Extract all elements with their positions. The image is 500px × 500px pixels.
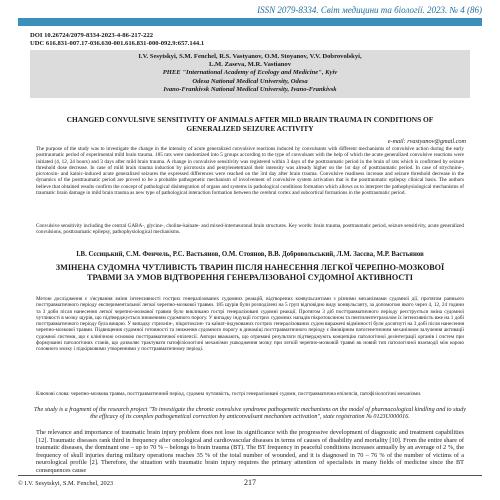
article-title-uk: ЗМІНЕНА СУДОМНА ЧУТЛИВІСТЬ ТВАРИН ПІСЛЯ НАНЕСЕННЯ ЛЕГКОЇ ЧЕРЕПНО-МОЗКОВОЇ ТРАВМИ ЗА УМОВ ВІДТВОРЕННЯ ГЕНЕРАЛІЗОВАНОЇ СУДОМНОЇ АКТИВНОСТІ — [55, 263, 445, 282]
journal-header: ISSN 2079-8334. Світ медицини та біології. 2023. № 4 (86) — [257, 5, 482, 15]
authors-uk: І.В. Сєсицький, С.М. Фенчель, Р.С. Вастьянов, О.М. Стоянов, В.В. Добровольський, Л.М. Засєва, М.Р. Вастьянов — [76, 251, 424, 258]
affiliation: Odesa National Medical University, Odesa — [192, 77, 308, 85]
article-title-en: CHANGED CONVULSIVE SENSITIVITY OF ANIMALS AFTER MILD BRAIN TRAUMA IN CONDITIONS OF GENERALIZED SEIZURE ACTIVITY — [66, 115, 434, 134]
footer-rule — [18, 475, 482, 476]
copyright: © I.V. Sesytskyi, S.M. Fenchel, 2023 — [18, 480, 114, 487]
abstract-uk: Метою дослідження є з'ясування зміни інтенсивності гострих генералізованих судомних реакцій, відтворених конвульсантами з різними механізмами судомної дії, протягом раннього посттравматичного періоду експериментальної легкої черепно-мозкової травми. 185 щурів були розподілені на 5 груп відповідно виду конвульсанту, за допомогою якого через 4, 12, 24 години та 3 доби після нанесення легкої черепно-мозкової травми було викликано гострі генералізовані судомні реакції. Протягом 3 діб посттравматичного періоду реєструється зміна судомної чутливості в мозку щурів, що підтверджується зниженням судомного порогу. У випадку індукції гострих судомних нападів пікротоксином та пентилентетразолом їх інтенсивність вже на 1 добі посттравматичного періоду була вищою. У випадку стрихнін-, пікротоксин- та каїнат-індукованих гострих генералізованих судом виражені відмінності були досягнуті на 3 добі після нанесення черепно-мозкової травми. Підвищення судомної готовності та зниження судомного порогу в динаміці посттравматичного періоду є ймовірним патогенетичним механізмом залучення активації судомної системи, що є клінічною основою посттравматичної епілепсії. Автори вважають, що отримані результати підтверджують концепцію патологічної дезінтеграції органів і систем при формуванні патологічних станів, що дозволяє трактувати патофізіологічні механізми ушкодження мозку при легкій черепно-мозковій травмі як новий тип патологічної взаємодії між корою головного мозку і підкірковими утвореннями у посттравматичному періоді. — [36, 296, 464, 353]
authors-line: I.V. Sesytskyi, S.M. Fenchel, R.S. Vastyanov, O.M. Stoyanov, V.V. Dobrovolskyi, — [138, 53, 362, 60]
page-number: 217 — [244, 478, 256, 487]
keywords-uk: Ключові слова: черепно-мозкова травма, посттравматичний період, судомна чутливість, гострі генералізовані судоми, посттравматична епілепсія, патофізіологічні механізми. — [36, 391, 422, 397]
affiliation: Ivano-Frankivsk National Medical University, Ivano-Frankivsk — [163, 85, 337, 93]
authors-block — [30, 50, 470, 98]
header-bar — [18, 18, 482, 26]
affiliation: PHEE "International Academy of Ecology and Medicine", Kyiv — [162, 69, 338, 77]
introduction-text: The relevance and importance of traumatic brain injury problem does not lose its significance with the progressive development of diagnostic and treatment capabilities [12]. Traumatic diseases rank third in frequency after oncological and cardiovascular diseases in terms of causes of disability and mortality [10]. From the entire share of traumatic diseases, the dominant one – up to 70 % – belongs to brain trauma (BT). The BT frequency in peaceful conditions increases annually by an average of 2 %, the frequency of skull injuries during military operations reaches 35 % of the total number of wounded, and it is diagnosed in 70 – 76 % of the number of victims of a neurological profile [2]. Therefore, the situation with traumatic brain injury requires the primary attention of specialists in many fields of medicine since the BT consequences cause — [36, 429, 464, 474]
study-note: The study is a fragment of the research project "To investigate the chronic convulsive syndrome pathogenetic mechanisms on the model of pharmacological kindling and to study the efficacy of its complex pathogenetical correction by anticonvulsant mechanism activation", state registration № 0123U000016. — [34, 407, 466, 421]
doi-line: DOI 10.26724/2079-8334-2023-4-86-217-222 — [30, 32, 154, 39]
abstract-en: The purpose of the study was to investigate the change in the intensity of acute generalized convulsive reactions induced by convulsants with different mechanisms of convulsive action during the early posttraumatic period of experimental mild brain trauma. 185 rats were randomized into 5 groups according to the type of convulsant with the help of which the acute generalized convulsive reactions were initiated (4, 12, 24 hours) and 3 days after mild brain trauma. A change in convulsive sensitivity was registered within 3 days of the posttraumatic period in the brain of rats which is confirmed by seizure threshold dose decrease. In case of mild brain trauma induction by picrotoxin and pentylenetetrazol their intensity was already higher on the 1st day of posttraumatic period. In case of strychnine-, picrotoxin- and kainic-induced acute generalized seizures the expressed differences were reached on the 3rd day after brain trauma. Convulsive readiness increase and seizure threshold decrease in the dynamics of the posttraumatic period are proved to be a probable pathogenetic mechanism of involvement of convulsive system activation that is the posttraumatic epilepsy clinical basis. The authors believe that obtained results confirm the concept of pathological disintegration of organs and systems in pathological conditions formation which allows us to interpret the pathophysiological mechanisms of traumatic brain damage in mild brain trauma as new type of pathological interaction formation between the cerebral cortex and subcortical formations in the posttraumatic period. — [36, 146, 464, 197]
contact-email: e-mail: rvastyanov@gmail.com — [387, 138, 466, 145]
udc-line: UDC 616.831-007.17-036.630-001.616.831-000-092.9:657.144.1 — [30, 40, 205, 47]
keywords-en: Convulsive sensitivity including the central GABA-, glycine-, choline-kainate- and mixed-interneuronal brain structures. Key words: brain trauma, posttraumatic period, seizure sensitivity, acute generalized convulsions, posttraumatic epilepsy, pathophysiological mechanisms. — [36, 223, 464, 236]
authors-line: L.M. Zaseva, M.R. Vastianov — [208, 61, 292, 69]
